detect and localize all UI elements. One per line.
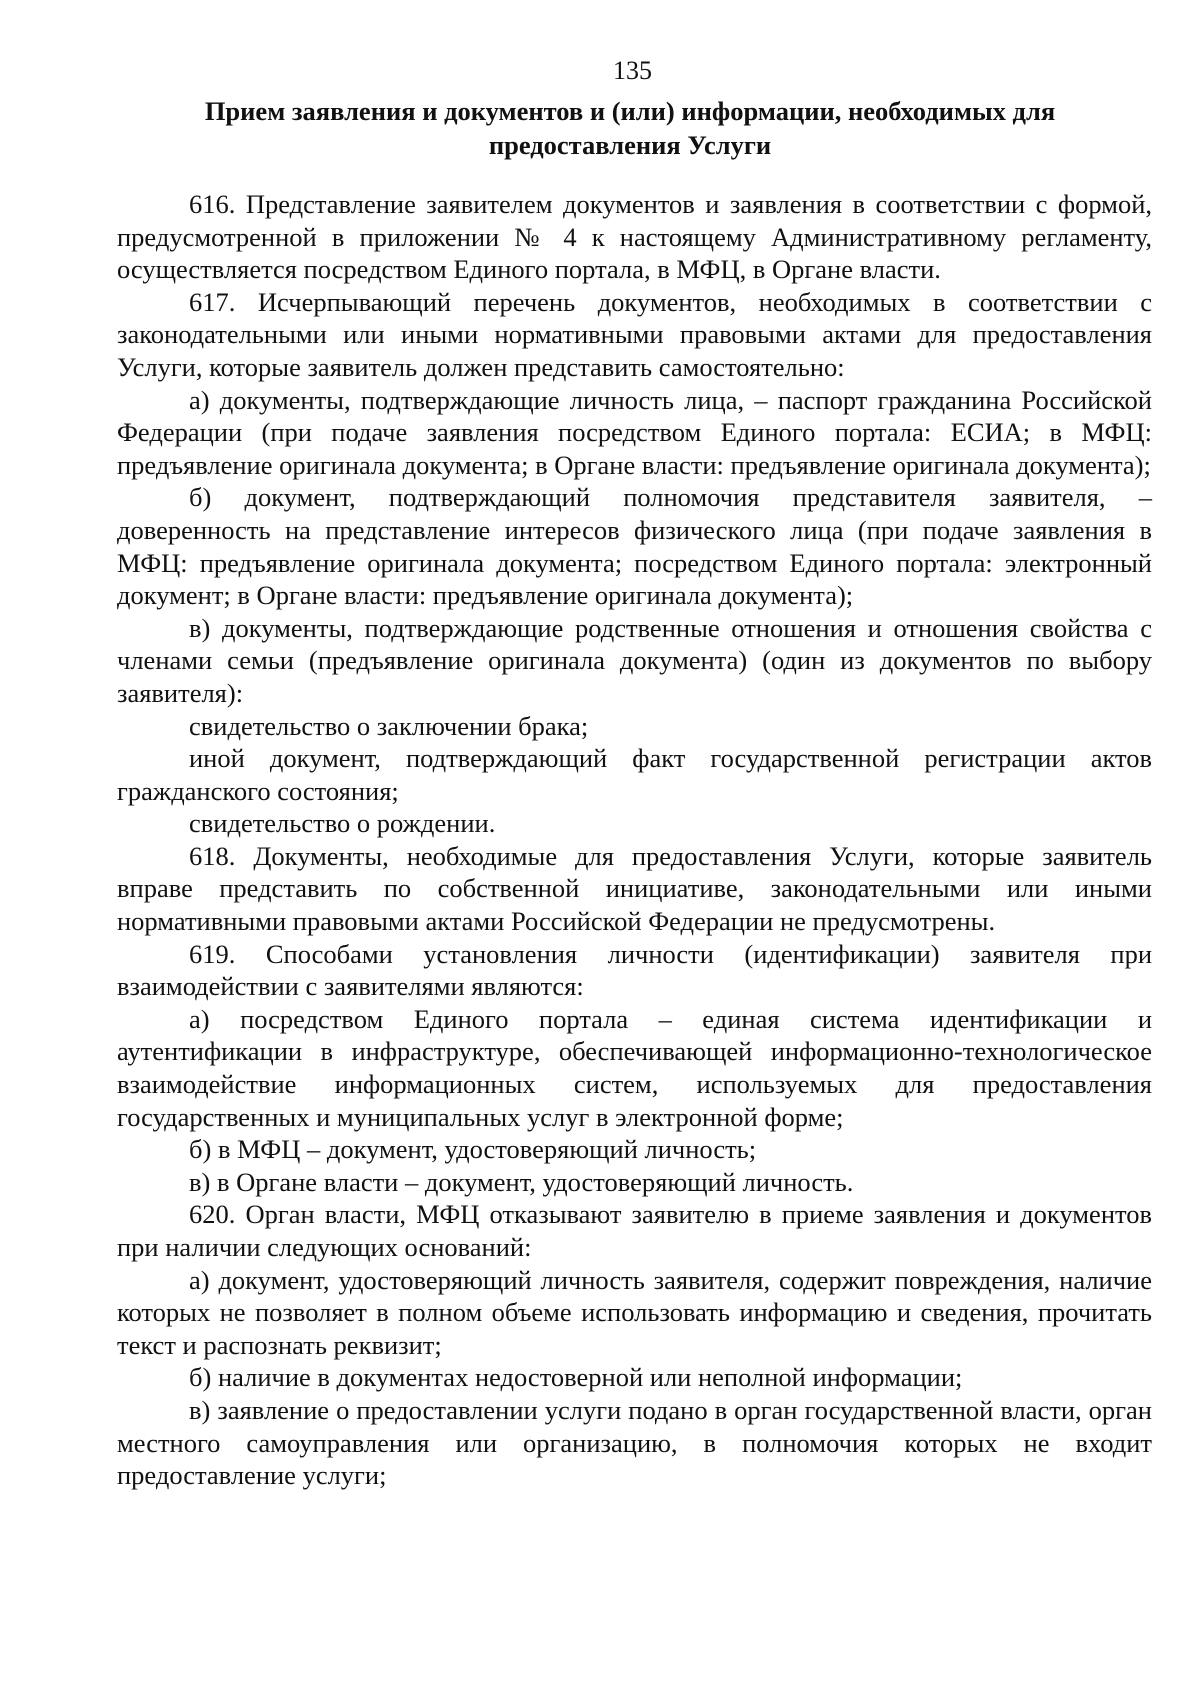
paragraph <box>117 1133 1152 1166</box>
paragraph-text: Исчерпывающий перечень документов, необходимых в соответствии с законодательными или иными нормативными правовыми актами для предоставления Услуги, которые заявитель должен представить самостоятельно: <box>117 286 1153 382</box>
paragraph-number: а) <box>189 1003 241 1034</box>
paragraph-text: документы, подтверждающие родственные отношения и отношения свойства с членами семьи (предъявление оригинала документа) (один из документов по выбору заявителя): <box>117 612 1152 708</box>
paragraph-number: 618. <box>189 840 254 871</box>
paragraph <box>117 1003 1152 1133</box>
paragraph-number: в) <box>189 1394 218 1425</box>
page-number: 135 <box>613 56 652 85</box>
paragraph-text: посредством Единого портала – единая система идентификации и аутентификации в инфраструктуре, обеспечивающей информационно-технологическое взаимодействие информационных систем, используемых для предоставления государственных и муниципальных услуг в электронной форме; <box>117 1003 1152 1132</box>
paragraph-text: свидетельство о заключении брака; <box>189 710 589 741</box>
heading-line: Прием заявления и документов и (или) информации, необходимых для <box>204 96 1056 126</box>
paragraph <box>117 807 1152 840</box>
paragraph-number: б) <box>189 1134 218 1165</box>
section-heading <box>170 94 1090 162</box>
paragraph <box>117 840 1152 938</box>
paragraph <box>117 384 1152 482</box>
paragraph-text: наличие в документах недостоверной или неполной информации; <box>217 1362 963 1393</box>
paragraph-number: б) <box>189 482 245 513</box>
paragraph-number: 617. <box>189 286 258 317</box>
paragraph-text: в Органе власти – документ, удостоверяющий личность. <box>216 1166 854 1197</box>
paragraph <box>117 1264 1152 1362</box>
paragraph-text: Документы, необходимые для предоставления Услуги, которые заявитель вправе представить по собственной инициативе, законодательными или иными нормативными правовыми актами Российской Федерации не предусмотрены. <box>117 840 1153 937</box>
heading-line: предоставления Услуги <box>488 130 772 160</box>
paragraph-number: в) <box>189 612 223 643</box>
paragraph-text: документ, подтверждающий полномочия представителя заявителя, – доверенность на представление интересов физического лица (при подаче заявления в МФЦ: предъявление оригинала документа; посредством Единого портала: электронный документ; в Органе власти: предъявление оригинала документа); <box>117 482 1153 611</box>
paragraph-text: документ, удостоверяющий личность заявителя, содержит повреждения, наличие которых не позволяет в полном объеме использовать информацию и сведения, прочитать текст и распознать реквизит; <box>117 1264 1152 1360</box>
paragraph-text: заявление о предоставлении услуги подано в орган государственной власти, орган местного самоуправления или организацию, в полномочия которых не входит предоставление услуги; <box>117 1394 1152 1491</box>
paragraph-number: б) <box>189 1362 218 1393</box>
paragraph <box>117 188 1152 286</box>
paragraph <box>117 1198 1152 1263</box>
paragraph-text: в МФЦ – документ, удостоверяющий личность; <box>217 1134 757 1165</box>
paragraph <box>117 612 1152 710</box>
paragraph <box>117 710 1152 743</box>
paragraph-number: а) <box>189 1264 219 1295</box>
paragraph-number: 619. <box>189 938 266 969</box>
paragraph-number: 616. <box>189 189 246 219</box>
paragraph <box>117 1361 1152 1394</box>
paragraph <box>117 286 1152 384</box>
paragraph <box>117 938 1152 1003</box>
paragraph-number: в) <box>189 1166 217 1197</box>
paragraph-text: иной документ, подтверждающий факт государственной регистрации актов гражданского состояния; <box>117 743 1152 806</box>
paragraph <box>117 1166 1152 1199</box>
paragraph-text: документы, подтверждающие личность лица, – паспорт гражданина Российской Федерации (при подаче заявления посредством Единого портала: ЕСИА; в МФЦ: предъявление оригинала документа; в Органе власти: предъявление оригинала документа); <box>117 384 1152 480</box>
paragraph-text: Способами установления личности (идентификации) заявителя при взаимодействии с заявителями являются: <box>117 938 1152 1002</box>
paragraph <box>117 1394 1152 1492</box>
document-body <box>117 188 1152 1492</box>
paragraph <box>117 742 1152 807</box>
paragraph-text: Орган власти, МФЦ отказывают заявителю в приеме заявления и документов при наличии следующих оснований: <box>117 1199 1152 1262</box>
paragraph-number: а) <box>189 384 220 415</box>
paragraph-number: 620. <box>189 1199 246 1230</box>
paragraph-text: Представление заявителем документов и заявления в соответствии с формой, предусмотренной в приложении № 4 к настоящему Административному регламенту, осуществляется посредством Единого портала, в МФЦ, в Органе власти. <box>117 189 1152 285</box>
paragraph-text: свидетельство о рождении. <box>189 808 496 839</box>
paragraph <box>117 481 1152 611</box>
